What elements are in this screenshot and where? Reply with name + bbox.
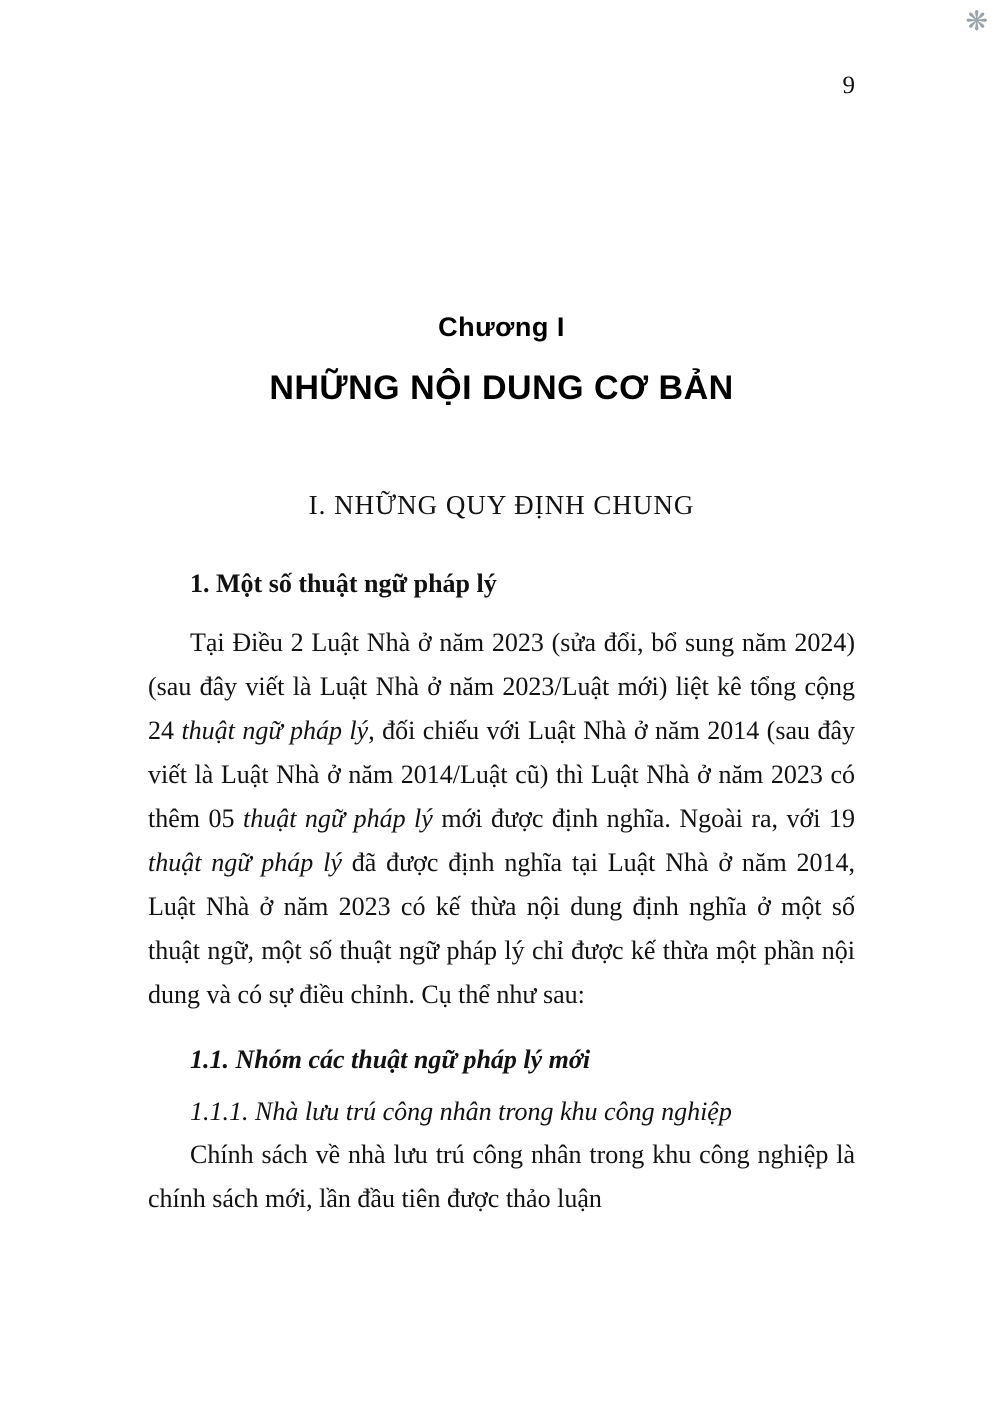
paragraph-1-italic-term-1: thuật ngữ pháp lý <box>181 716 369 745</box>
chapter-label: Chương I <box>438 312 565 342</box>
paragraph-1-italic-term-3: thuật ngữ pháp lý <box>148 848 342 877</box>
page-number: 9 <box>842 72 855 99</box>
paragraph-1 <box>148 621 855 1017</box>
flower-ornament-icon: ❋ <box>965 6 988 37</box>
heading-1: 1. Một số thuật ngữ pháp lý <box>190 569 497 598</box>
chapter-title: NHỮNG NỘI DUNG CƠ BẢN <box>269 369 734 407</box>
paragraph-2: Chính sách về nhà lưu trú công nhân trong khu công nghiệp là chính sách mới, lần đầu tiên được thảo luận <box>148 1140 855 1213</box>
paragraph-1-seg-5: mới được định nghĩa. Ngoài ra, với 19 <box>432 804 855 833</box>
paragraph-1-seg-7: đã được định nghĩa tại Luật Nhà ở năm 2014, Luật Nhà ở năm 2023 có kế thừa nội dung định nghĩa ở một số thuật ngữ, một số thuật ngữ pháp lý chỉ được kế thừa một phần nội dung và có sự điều chỉnh. Cụ thể như sau: <box>148 848 855 1009</box>
paragraph-1-italic-term-2: thuật ngữ pháp lý <box>242 804 433 833</box>
paragraph-1-seg-3: , đối chiếu với Luật Nhà ở năm 2014 (sau đây viết là Luật Nhà ở năm 2014/Luật cũ) thì Luật Nhà ở năm 2023 có thêm 05 <box>148 716 855 833</box>
paragraph-1-seg-1: Tại Điều 2 Luật Nhà ở năm 2023 (sửa đổi, bổ sung năm 2024) (sau đây viết là Luật Nhà ở năm 2023/Luật mới) liệt kê tổng cộng 24 <box>148 628 855 745</box>
heading-1-1-1: 1.1.1. Nhà lưu trú công nhân trong khu công nghiệp <box>190 1097 732 1126</box>
heading-1-1: 1.1. Nhóm các thuật ngữ pháp lý mới <box>190 1045 591 1074</box>
section-heading: I. NHỮNG QUY ĐỊNH CHUNG <box>308 490 695 520</box>
